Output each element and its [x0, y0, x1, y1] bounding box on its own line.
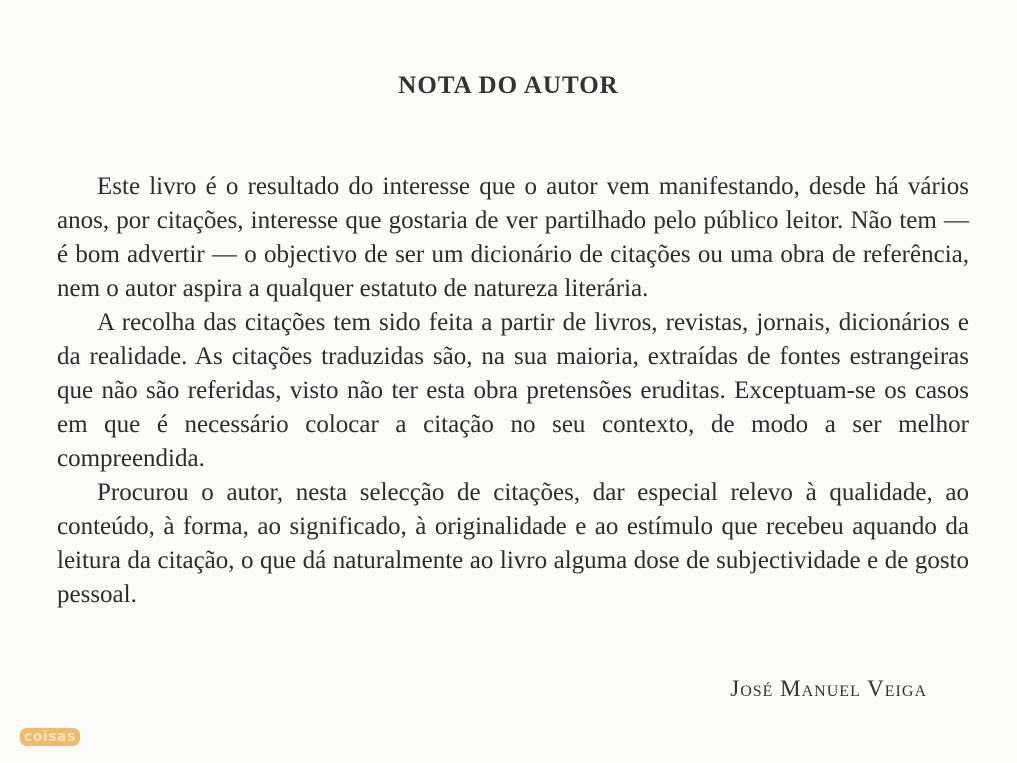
author-signature: José Manuel Veiga — [730, 676, 927, 701]
paragraph-2: A recolha das citações tem sido feita a partir de livros, revistas, jornais, dicionários e da realidade. As citações traduzidas são, na sua maioria, extraídas de fontes estrangeiras que não são referidas, visto não ter esta obra pretensões eruditas. Exceptuam-se os casos em que é necessário colocar a citação no seu contexto, de modo a ser melhor compreendida. — [57, 309, 969, 472]
body-text — [57, 170, 969, 612]
page-title: NOTA DO AUTOR — [398, 72, 619, 99]
watermark-logo: coisas — [20, 728, 80, 746]
paragraph-3: Procurou o autor, nesta selecção de citações, dar especial relevo à qualidade, ao conteúdo, à forma, ao significado, à originalidade e ao estímulo que recebeu aquando da leitura da citação, o que dá naturalmente ao livro alguma dose de subjectividade e de gosto pessoal. — [57, 479, 969, 608]
paragraph-1: Este livro é o resultado do interesse que o autor vem manifestando, desde há vários anos, por citações, interesse que gostaria de ver partilhado pelo público leitor. Não tem — é bom advertir — o objectivo de ser um dicionário de citações ou uma obra de referência, nem o autor aspira a qualquer estatuto de natureza literária. — [57, 173, 969, 302]
